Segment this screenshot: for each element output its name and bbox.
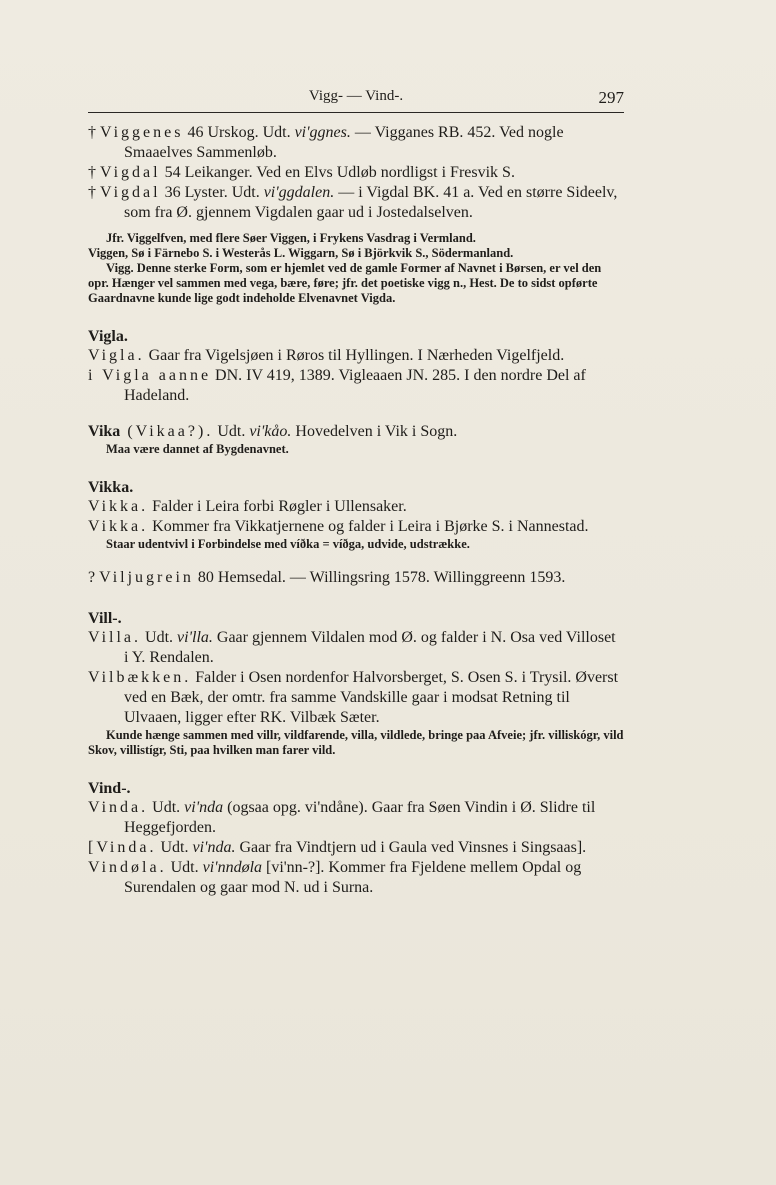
entry-text: Falder i Leira forbi Røgler i Ullensaker. [148, 498, 407, 515]
headword: Vinda. [88, 799, 149, 816]
entry-text: 54 Leikanger. Ved en Elvs Udløb nordligst i Fresvik S. [160, 164, 515, 181]
entry-text: Gaar fra Vigelsjøen i Røros til Hyllingen. I Nærheden Vigelfjeld. [144, 347, 565, 364]
entry-vikka-2 [88, 517, 624, 537]
page-number: 297 [598, 88, 624, 107]
note-vikka: Staar udentvivl i Forbindelse med víðka = víðga, udvide, udstrække. [106, 537, 470, 551]
query-mark: ? [88, 569, 96, 586]
headword: Vigdal [100, 184, 161, 201]
entry-text: 80 Hemsedal. — Willingsring 1578. Willinggreenn 1593. [193, 569, 566, 586]
headword: Vigdal [100, 164, 161, 181]
entry-vika [88, 422, 624, 442]
headword: Viggenes [100, 124, 184, 141]
note-vill: Kunde hænge sammen med villr, vildfarende, villa, vildlede, bringe paa Afveie; jfr. villiskógr, vild Skov, villistígr, Sti, paa hvilken man farer vild. [88, 728, 624, 757]
entry-vilbaekken [88, 668, 624, 728]
entry-vigla [88, 346, 624, 366]
entry-text: 36 Lyster. Udt. [160, 184, 264, 201]
entry-text: Udt. [148, 799, 185, 816]
headword: Vindøla. [88, 859, 167, 876]
entry-text: Udt. [156, 839, 193, 856]
entry-text: Gaar gjennem Vildalen mod Ø. og falder i N. Osa ved Villoset i Y. Rendalen. [124, 629, 616, 666]
note-vigg-1: Jfr. Viggelfven, med flere Søer Viggen, i Frykens Vasdrag i Vermland. [106, 231, 476, 245]
note-vigg-2: Viggen, Sø i Färnebo S. i Westerås L. Wiggarn, Sø i Björkvik S., Södermanland. [88, 246, 514, 260]
section-title-vind: Vind-. [88, 780, 131, 797]
entry-vikka-1 [88, 497, 624, 517]
section-title-vikka: Vikka. [88, 479, 134, 496]
entry-vinda-2 [88, 838, 624, 858]
entry-text: — i Vigdal BK. 41 a. Ved en større Sideelv, som fra Ø. gjennem Vigdalen gaar ud i Jostedalselven. [124, 184, 618, 221]
entry-viggenes [88, 123, 624, 163]
entry-text: [vi'nn-?]. Kommer fra Fjeldene mellem Opdal og Surendalen og gaar mod N. ud i Surna. [124, 859, 582, 896]
headword: Villa. [88, 629, 142, 646]
entry-text: Kommer fra Vikkatjernene og falder i Leira i Bjørke S. i Nannestad. [148, 518, 589, 535]
dagger-mark: † [88, 124, 96, 141]
headword: Vikka. [88, 498, 149, 515]
entry-vigdal-lyster [88, 183, 624, 223]
headword: Vilbækken. [88, 669, 192, 686]
pronunciation: vi'nndøla [202, 859, 263, 876]
entry-text: — Vigganes RB. 452. Ved nogle Smaaelves Sammenløb. [124, 124, 564, 161]
headword: i Vigla aanne [88, 367, 212, 384]
entry-text: Udt. [213, 423, 250, 440]
pronunciation: vi'ggdalen. [263, 184, 335, 201]
headword: Viljugrein [99, 569, 194, 586]
pronunciation: vi'lla. [177, 629, 213, 646]
entry-text: (ogsaa opg. vi'ndåne). Gaar fra Søen Vindin i Ø. Slidre til Heggefjorden. [124, 799, 596, 836]
dagger-mark: † [88, 184, 96, 201]
entry-villa [88, 628, 624, 668]
header-rule [88, 112, 624, 113]
entry-text: Udt. [141, 629, 178, 646]
entry-vigdal-leikanger [88, 163, 624, 183]
headword: (Vikaa?). [120, 423, 214, 440]
note-vigg-3: Vigg. Denne sterke Form, som er hjemlet ved de gamle Former af Navnet i Børsen, er vel den opr. Hænger vel sammen med vega, bære, føre; jfr. det poetiske vigg n., Hest. De to sidst opførte Gaardnavne kunde lige godt indeholde Elvenavnet Vigda. [88, 261, 602, 305]
running-header [88, 88, 624, 110]
headword: Vikka. [88, 518, 149, 535]
pronunciation: vi'nda [184, 799, 224, 816]
entry-text: Udt. [166, 859, 203, 876]
entry-vindola [88, 858, 624, 898]
dagger-mark: † [88, 164, 96, 181]
entry-text: DN. IV 419, 1389. Vigleaaen JN. 285. I den nordre Del af Hadeland. [124, 367, 586, 404]
section-title-vigla: Vigla. [88, 328, 128, 345]
entry-text: Falder i Osen nordenfor Halvorsberget, S. Osen S. i Trysil. Øverst ved en Bæk, der omtr. fra samme Vandskille gaar i modsat Retning til Ulvaaen, ligger efter RK. Vilbæk Sæter. [124, 669, 619, 726]
pronunciation: vi'nda. [192, 839, 236, 856]
section-title-vika: Vika [88, 423, 121, 440]
note-vika: Maa være dannet af Bygdenavnet. [106, 442, 289, 456]
section-title-vill: Vill-. [88, 610, 122, 627]
pronunciation: vi'ggnes. [294, 124, 351, 141]
headword: Vigla. [88, 347, 145, 364]
headword: [Vinda. [88, 839, 157, 856]
entry-text: 46 Urskog. Udt. [183, 124, 295, 141]
entry-vinda-1 [88, 798, 624, 838]
running-title: Vigg- — Vind-. [308, 88, 404, 104]
entry-text: Hovedelven i Vik i Sogn. [291, 423, 458, 440]
entry-i-vigla-aanne [88, 366, 624, 406]
entry-viljugrein [88, 568, 624, 588]
pronunciation: vi'kåo. [249, 423, 292, 440]
entry-text: Gaar fra Vindtjern ud i Gaula ved Vinsnes i Singsaas]. [235, 839, 587, 856]
